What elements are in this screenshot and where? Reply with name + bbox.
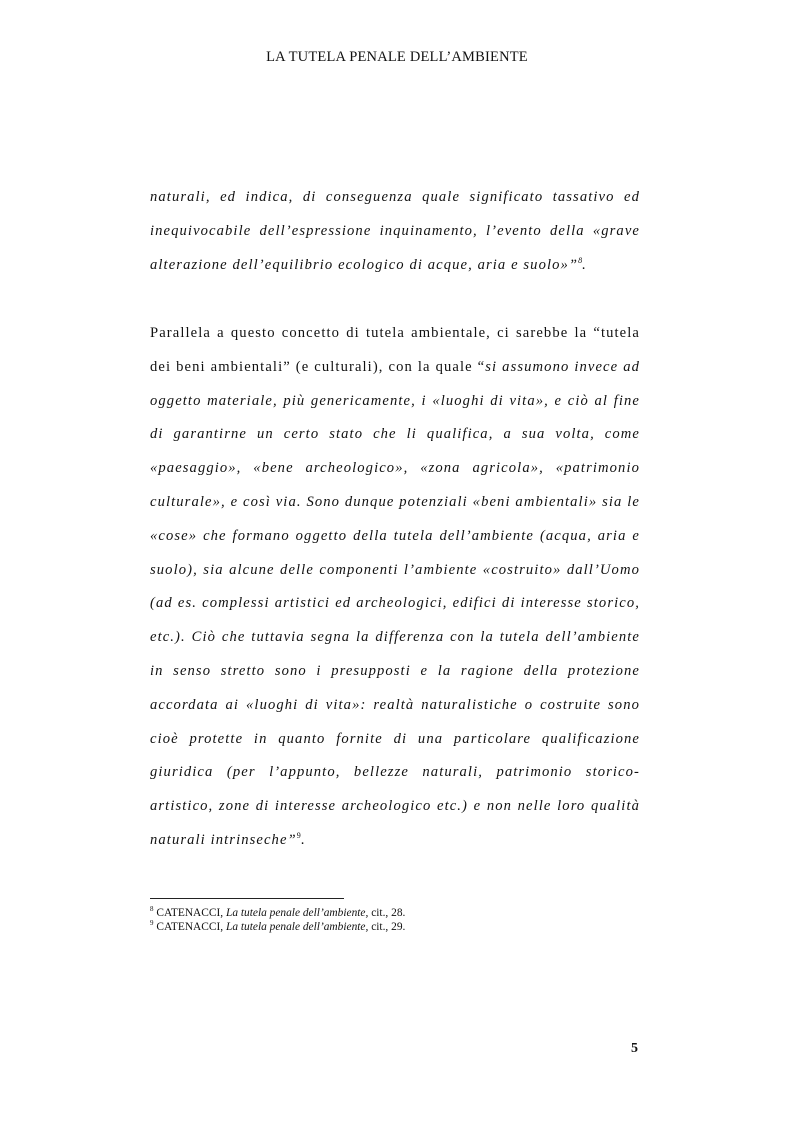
footnote-author: CATENACCI,	[156, 907, 226, 919]
footnote-citation: cit., 29.	[368, 921, 406, 933]
paragraph-2-lead: Parallela a questo concetto di tutela ambientale, ci sarebbe la “tutela dei beni ambientali” (e culturali), con la quale “	[150, 325, 640, 375]
footnote-title: La tutela penale dell’ambiente,	[225, 907, 369, 919]
footnote-title: La tutela penale dell’ambiente,	[225, 921, 369, 933]
footnote-separator	[150, 898, 344, 899]
footnote-citation: cit., 28.	[368, 907, 406, 919]
paragraph-1-text: naturali, ed indica, di conseguenza quale significato tassativo ed inequivocabile dell’espressione inquinamento, l’evento della «grave alterazione dell’equilibrio ecologico di acque, aria e suolo»”	[150, 189, 640, 273]
paragraph-2-end: .	[300, 831, 306, 848]
footnote-number: 9	[150, 919, 154, 928]
footnote-author: CATENACCI,	[156, 921, 226, 933]
paragraph-1-end: .	[582, 256, 587, 273]
page-number: 5	[631, 1041, 638, 1056]
footnote-8	[150, 906, 650, 920]
paragraph-1	[150, 181, 640, 282]
running-header: LA TUTELA PENALE DELL’AMBIENTE	[266, 49, 528, 65]
paragraph-2	[150, 317, 640, 858]
footnote-number: 8	[150, 905, 154, 914]
footnote-ref-8[interactable]: 8	[578, 255, 583, 265]
footnote-9	[150, 920, 650, 934]
footnote-ref-9[interactable]: 9	[296, 831, 301, 841]
footnotes	[150, 906, 650, 934]
paragraph-2-quote: si assumono invece ad oggetto materiale, più genericamente, i «luoghi di vita», e ciò al fine di garantirne un certo stato che li qualifica, a sua volta, come «paesaggio», «bene archeologico», «zona agricola», «patrimonio culturale», e così via. Sono dunque potenziali «beni ambientali» sia le «cose» che formano oggetto della tutela dell’ambiente (acqua, aria e suolo), sia alcune delle componenti l’ambiente «costruito» dall’Uomo (ad es. complessi artistici ed archeologici, edifici di interesse storico, etc.). Ciò che tuttavia segna la differenza con la tutela dell’ambiente in senso stretto sono i presupposti e la ragione della protezione accordata ai «luoghi di vita»: realtà naturalistiche o costruite sono cioè protette in quanto fornite di una particolare qualificazione giuridica (per l’appunto, bellezze naturali, patrimonio storico-artistico, zone di interesse archeologico etc.) e non nelle loro qualità naturali intrinseche”	[150, 358, 640, 848]
